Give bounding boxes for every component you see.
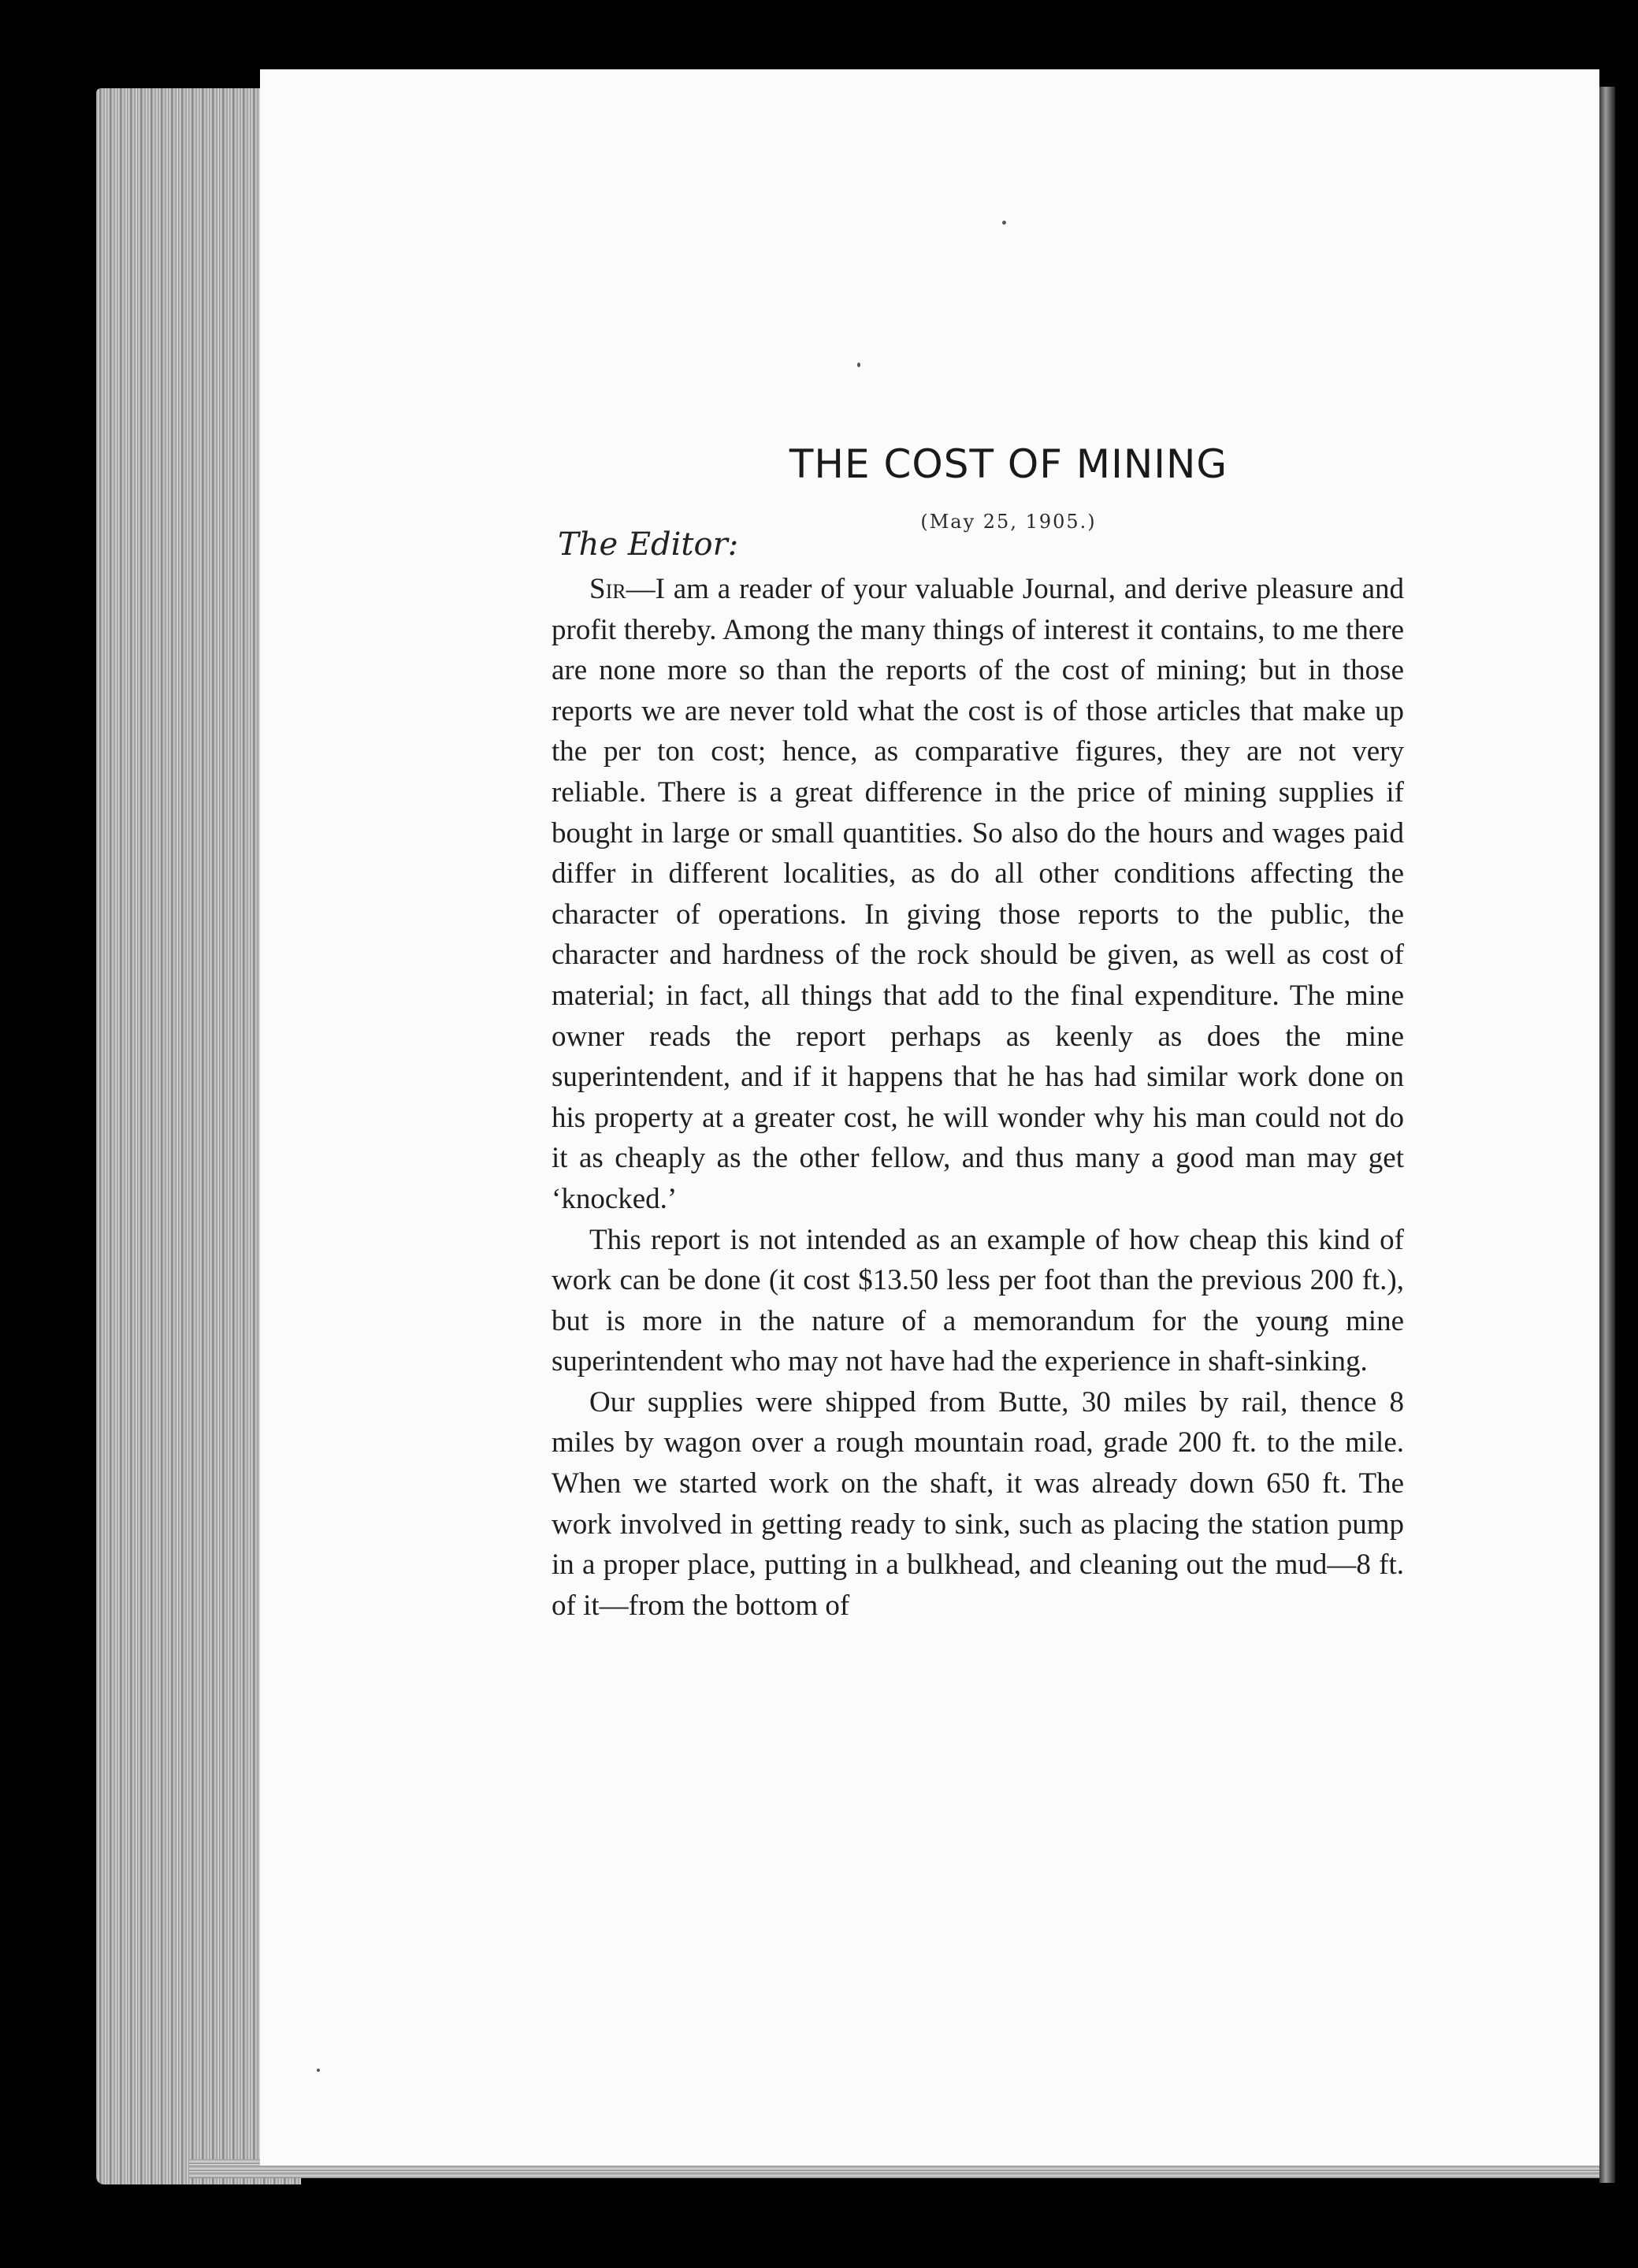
speck <box>1002 221 1006 225</box>
article-title: THE COST OF MINING <box>789 441 1228 487</box>
speck <box>317 2069 320 2072</box>
paragraph-1 <box>552 569 1404 1220</box>
paragraph-text: —I am a reader of your valuable Journal, and derive pleasure and profit thereby. Among the many things of interest it contains, to me there are none more so than the reports of the cost of mining; but in those reports we are never told what the cost is of those articles that make up the per ton cost; hence, as comparative figures, they are not very reliable. There is a great difference in the price of mining supplies if bought in large or small quantities. So also do the hours and wages paid differ in different localities, as do all other conditions affecting the character of operations. In giving those reports to the public, the character and hardness of the rock should be given, as well as cost of material; in fact, all things that add to the final expenditure. The mine owner reads the report perhaps as keenly as does the mine superintendent, and if it happens that he has had similar work done on his property at a greater cost, he will wonder why his man could not do it as cheaply as the other fellow, and thus many a good man may get ‘knocked.’ <box>552 573 1404 1215</box>
article-body <box>552 569 1404 1626</box>
salutation: The Editor: <box>558 526 739 563</box>
paragraph-text: This report is not intended as an example of how cheap this kind of work can be done (it cost $13.50 less per foot than the previous 200 ft.), but is more in the nature of a memorandum for the young mine superintendent who may not have had the experience in shaft-sinking. <box>552 1223 1404 1378</box>
paragraph-3 <box>552 1382 1404 1627</box>
paragraph-2 <box>552 1220 1404 1382</box>
speck <box>857 363 860 367</box>
book-gutter <box>1599 87 1615 2183</box>
article-date: (May 25, 1905.) <box>920 511 1097 533</box>
lead-word: Sir <box>589 573 626 605</box>
paragraph-text: Our supplies were shipped from Butte, 30 miles by rail, thence 8 miles by wagon over a rough mountain road, grade 200 ft. to the mile. When we started work on the shaft, it was already down 650 ft. The work involved in getting ready to sink, such as placing the station pump in a proper place, putting in a bulkhead, and cleaning out the mud—8 ft. of it—from the bottom of <box>552 1385 1404 1622</box>
